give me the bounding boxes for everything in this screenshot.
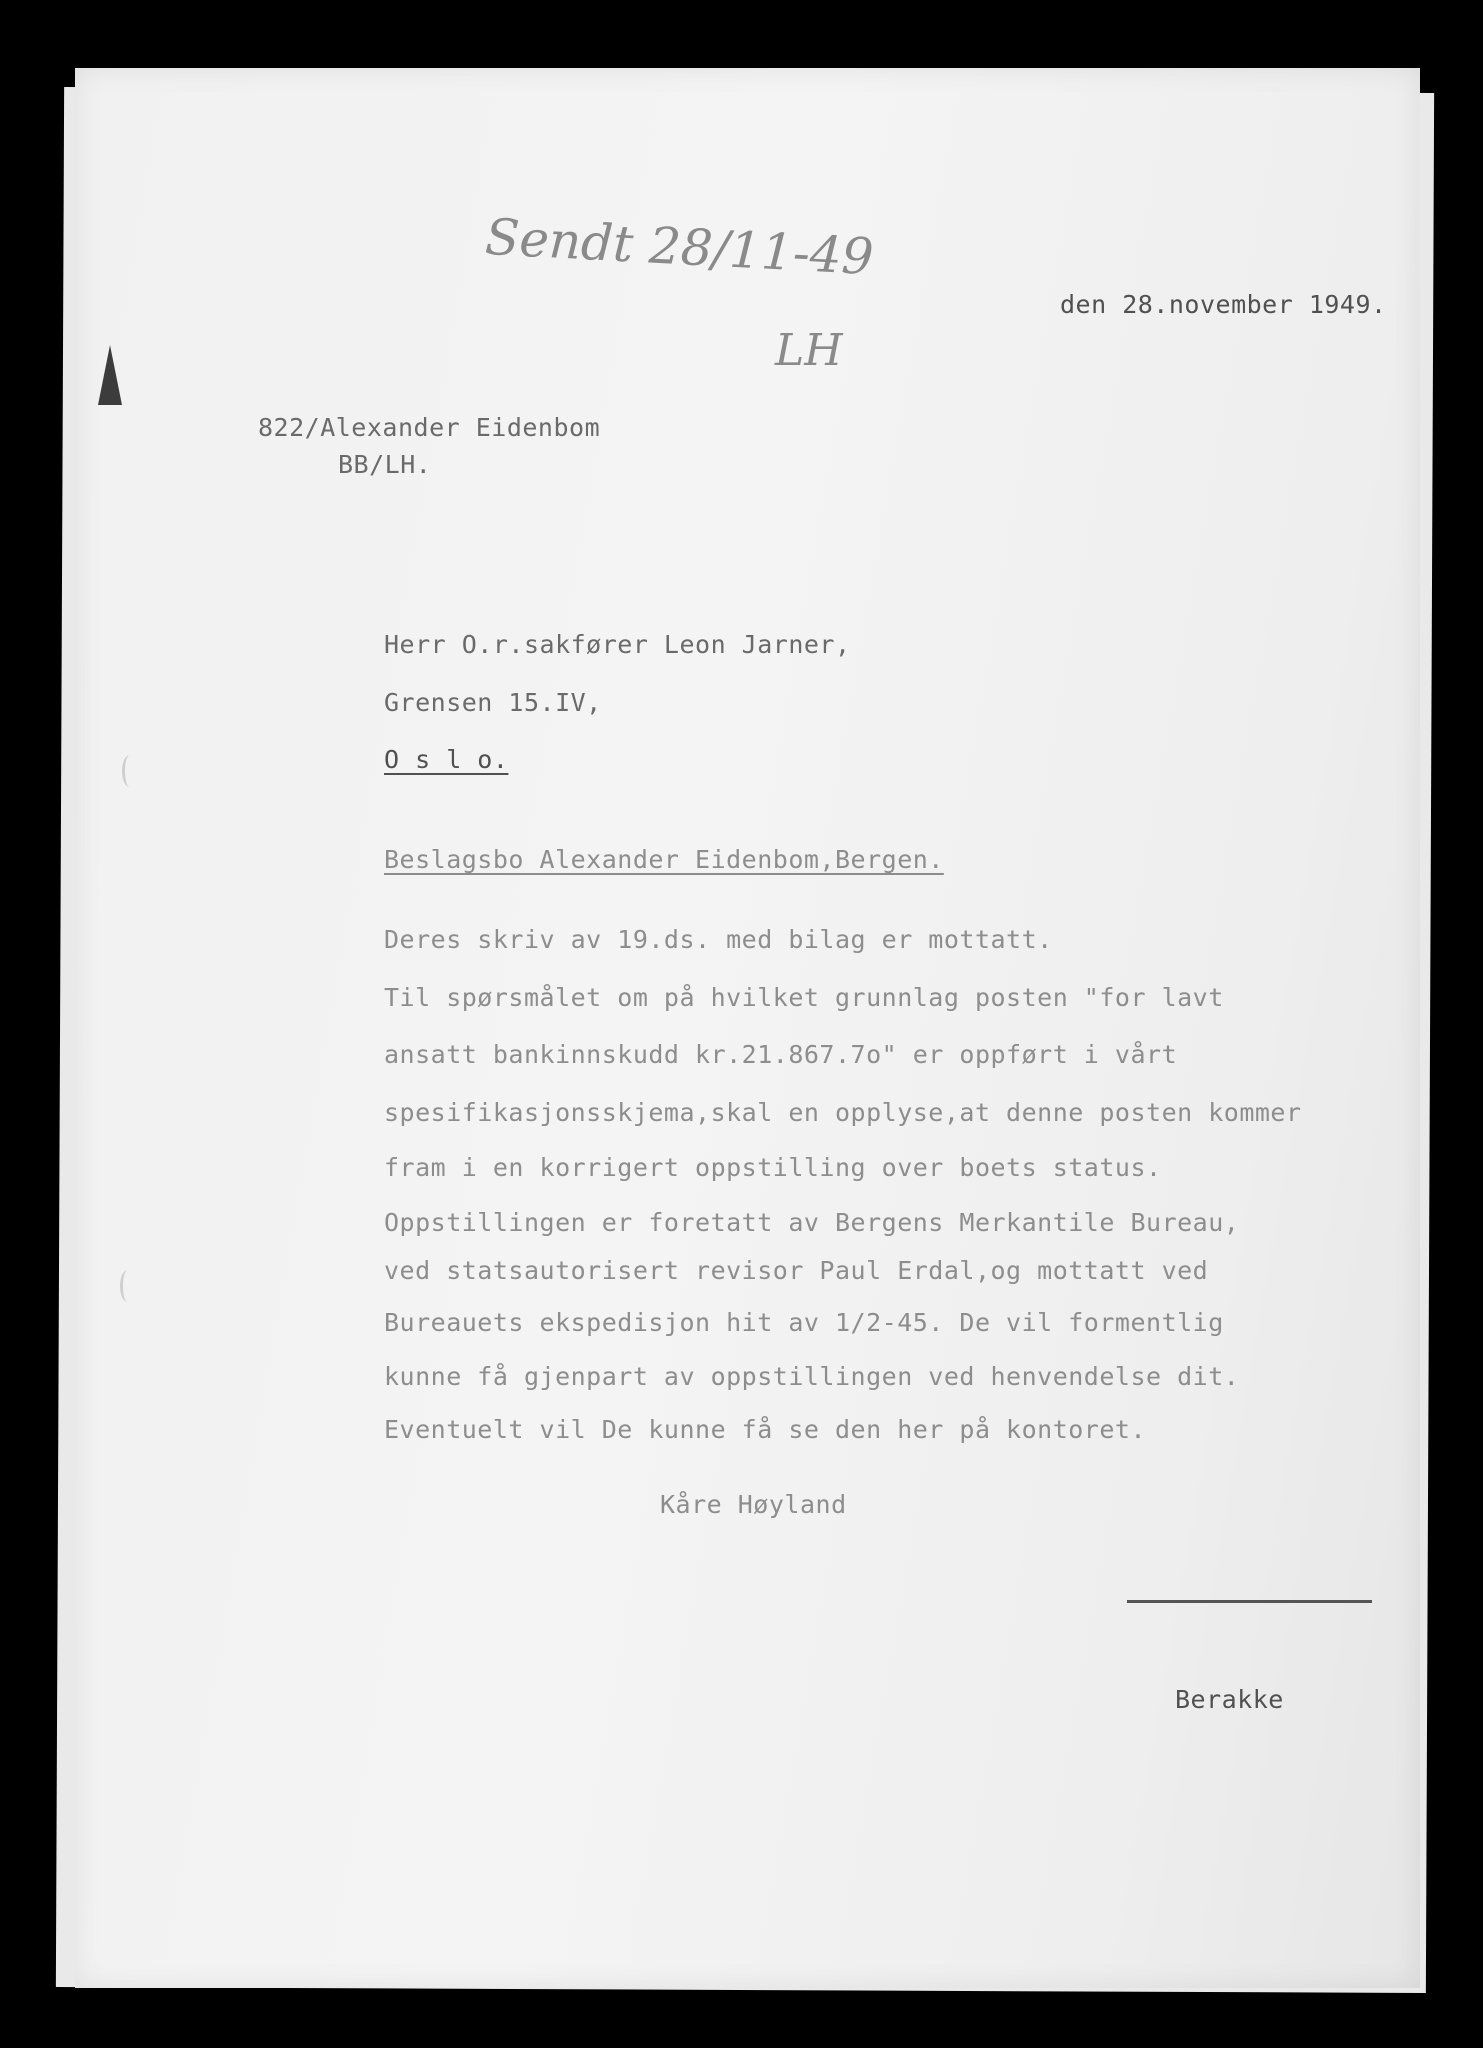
punch-hole-mark [120, 1270, 135, 1302]
handwritten-sent-note: Sendt 28/11-49 [483, 207, 875, 287]
signature-rule [1127, 1600, 1372, 1603]
recipient-name: Herr O.r.sakfører Leon Jarner, [384, 630, 851, 659]
letter-date: den 28.november 1949. [1060, 290, 1387, 319]
body-line: Eventuelt vil De kunne få se den her på kontoret. [384, 1415, 1147, 1444]
letter-subject: Beslagsbo Alexander Eidenbom,Bergen. [384, 845, 944, 874]
body-line: kunne få gjenpart av oppstillingen ved henvendelse dit. [384, 1362, 1240, 1391]
reference-line-2: BB/LH. [338, 450, 432, 479]
signature-name: Kåre Høyland [660, 1490, 847, 1519]
handwritten-initials: LH [775, 325, 843, 376]
body-line: Bureauets ekspedisjon hit av 1/2-45. De vil formentlig [384, 1308, 1224, 1337]
body-line: ved statsautorisert revisor Paul Erdal,og mottatt ved [384, 1256, 1209, 1285]
recipient-city: O s l o. [384, 745, 509, 774]
body-line: fram i en korrigert oppstilling over boets status. [384, 1153, 1162, 1182]
reference-line-1: 822/Alexander Eidenbom [258, 413, 601, 442]
body-line: Deres skriv av 19.ds. med bilag er mottatt. [384, 925, 1053, 954]
body-line: spesifikasjonsskjema,skal en opplyse,at denne posten kommer [384, 1098, 1302, 1127]
punch-hole-mark [122, 755, 137, 787]
body-line: ansatt bankinnskudd kr.21.867.7o" er oppført i vårt [384, 1040, 1178, 1069]
footer-name: Berakke [1175, 1685, 1284, 1714]
recipient-street: Grensen 15.IV, [384, 688, 602, 717]
page-corner-mark [98, 345, 122, 405]
body-line: Oppstillingen er foretatt av Bergens Merkantile Bureau, [384, 1208, 1240, 1237]
body-line: Til spørsmålet om på hvilket grunnlag posten "for lavt [384, 983, 1224, 1012]
